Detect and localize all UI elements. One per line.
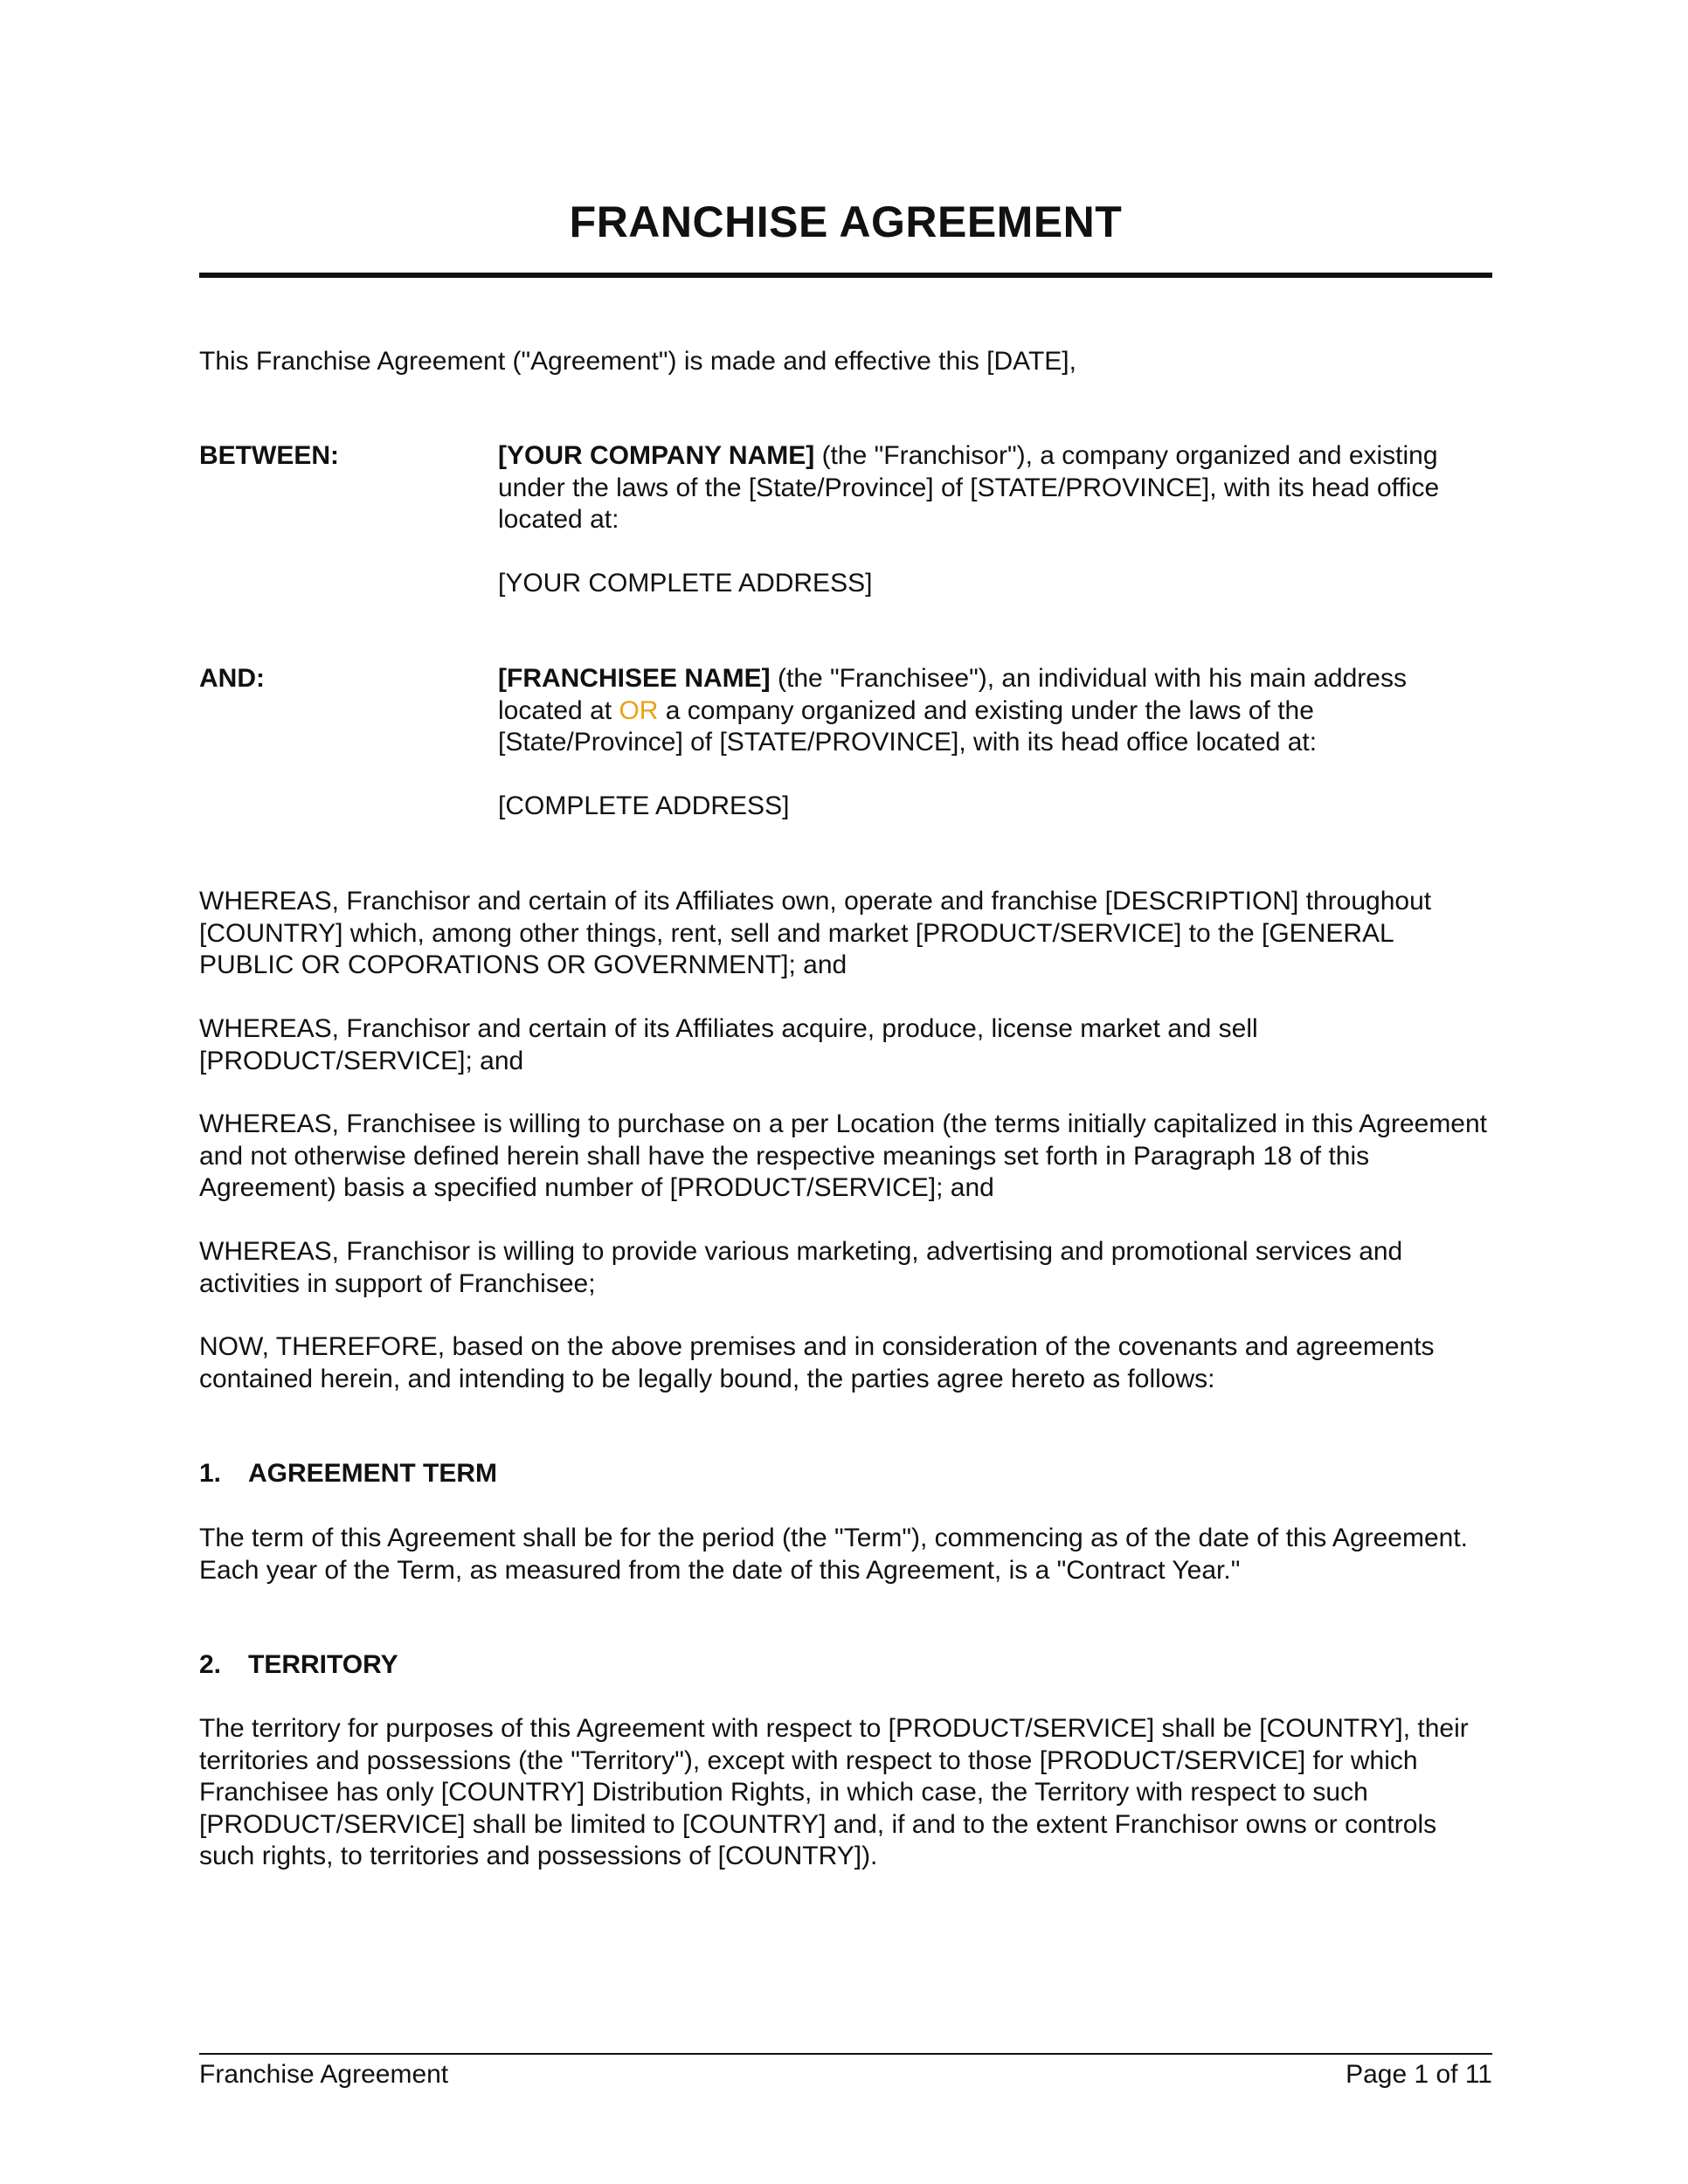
franchisee-address: [COMPLETE ADDRESS]	[498, 791, 790, 820]
franchisee-description-2: a company organized and existing under the laws of the [State/Province] of [STATE/PROVINCE], with its head office located at:	[498, 695, 1318, 757]
franchisor-name: [YOUR COMPANY NAME]	[498, 441, 815, 470]
section-text: The term of this Agreement shall be for the period (the "Term"), commencing as of the date of this Agreement. Each year of the Term, as measured from the date of this Agreement, is a "Contract Year."	[199, 1524, 1469, 1585]
document-page	[199, 0, 1492, 2184]
franchisor-address-block	[498, 568, 1494, 600]
franchisee-address-block	[498, 791, 1494, 823]
franchisee-or-option: OR	[619, 695, 659, 725]
section-2-body	[199, 1713, 1492, 1873]
recital-1	[199, 886, 1492, 982]
section-title: TERRITORY	[248, 1650, 398, 1679]
footer-document-name: Franchise Agreement	[199, 2060, 449, 2089]
section-title: AGREEMENT TERM	[248, 1459, 497, 1488]
section-1-body	[199, 1523, 1492, 1586]
intro-text: This Franchise Agreement ("Agreement") is made and effective this [DATE],	[199, 347, 1076, 376]
recital-text: WHEREAS, Franchisee is willing to purchase on a per Location (the terms initially capitalized in this Agreement and not otherwise defined herein shall have the respective meanings set forth in Paragraph 18 of this Agreement) basis a specified number of [PRODUCT/SERVICE]; and	[199, 1109, 1488, 1202]
recital-2	[199, 1013, 1492, 1077]
and-label: AND:	[199, 664, 265, 693]
recital-5	[199, 1331, 1492, 1395]
section-number: 2.	[199, 1650, 222, 1679]
section-2-heading	[199, 1649, 398, 1682]
franchisee-name: [FRANCHISEE NAME]	[498, 664, 771, 693]
recital-3	[199, 1109, 1492, 1205]
footer-page-number: Page 1 of 11	[1346, 2060, 1492, 2089]
franchisee-description-1: (the "Franchisee"), an individual with his main address located at	[498, 664, 1407, 725]
franchisor-description: (the "Franchisor"), a company organized and existing under the laws of the [State/Province] of [STATE/PROVINCE], with its head office located at:	[498, 441, 1440, 534]
intro-paragraph	[199, 346, 1492, 378]
recital-text: WHEREAS, Franchisor and certain of its Affiliates acquire, produce, license market and sell [PRODUCT/SERVICE]; and	[199, 1014, 1258, 1075]
recital-text: WHEREAS, Franchisor is willing to provide various marketing, advertising and promotional services and activities in support of Franchisee;	[199, 1237, 1403, 1298]
recital-text: WHEREAS, Franchisor and certain of its Affiliates own, operate and franchise [DESCRIPTION] throughout [COUNTRY] which, among other things, rent, sell and market [PRODUCT/SERVICE] to the [GENERAL PUBLIC OR COPORATIONS OR GOVERNMENT]; and	[199, 887, 1432, 979]
section-1-heading	[199, 1458, 497, 1490]
between-label: BETWEEN:	[199, 441, 339, 470]
franchisor-block	[498, 440, 1494, 536]
document-title: FRANCHISE AGREEMENT	[569, 197, 1123, 246]
recital-4	[199, 1236, 1492, 1300]
franchisee-block	[498, 663, 1494, 759]
footer-divider	[199, 2053, 1492, 2055]
recital-text: NOW, THEREFORE, based on the above premises and in consideration of the covenants and agreements contained herein, and intending to be legally bound, the parties agree hereto as follows:	[199, 1332, 1435, 1393]
franchisor-address: [YOUR COMPLETE ADDRESS]	[498, 569, 873, 598]
section-text: The territory for purposes of this Agreement with respect to [PRODUCT/SERVICE] shall be [COUNTRY], their territories and possessions (the "Territory"), except with respect to those [PRODUCT/SERVICE] for which Franchisee has only [COUNTRY] Distribution Rights, in which case, the Territory with respect to such [PRODUCT/SERVICE] shall be limited to [COUNTRY] and, if and to the extent Franchisor owns or controls such rights, to territories and possessions of [COUNTRY]).	[199, 1714, 1469, 1870]
title-divider	[199, 273, 1492, 278]
section-number: 1.	[199, 1459, 222, 1488]
